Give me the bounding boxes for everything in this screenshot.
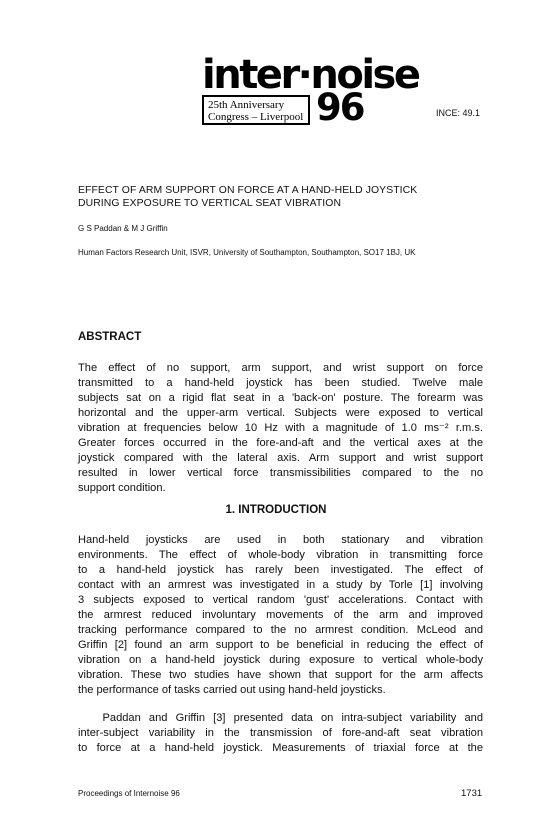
text-line: environments. The effect of whole-body vibration in transmitting force xyxy=(78,549,483,561)
text-line: Greater forces occurred in the fore-and-aft and the vertical axes at the xyxy=(78,437,483,449)
text-line: resulted in lower vertical force transmissibilities compared to the no xyxy=(78,467,483,479)
text-line: The effect of no support, arm support, and wrist support on force xyxy=(78,362,483,374)
text-line: subjects sat on a rigid flat seat in a 'back-on' posture. The forearm was xyxy=(78,392,483,404)
text-line: the performance of tasks carried out using hand-held joysticks. xyxy=(78,684,386,696)
text-line: vibration. These two studies have shown that support for the arm affects xyxy=(78,669,483,681)
text-line: to force at a hand-held joystick. Measurements of triaxial force at the xyxy=(78,742,483,754)
text-line: contact with an armrest was investigated in a study by Torle [1] involving xyxy=(78,579,483,591)
text-line: tracking performance compared to the no armrest condition. McLeod and xyxy=(78,624,483,636)
text-line: 3 subjects exposed to vertical random 'gust' accelerations. Contact with xyxy=(78,594,483,606)
text-line: the armrest reduced involuntary movements of the arm and improved xyxy=(78,609,483,621)
ince-code: INCE: 49.1 xyxy=(436,108,481,118)
abstract-paragraph xyxy=(78,361,483,496)
text-line: vibration on a hand-held joystick during exposure to vertical whole-body xyxy=(78,654,483,666)
introduction-paragraph-2 xyxy=(78,711,483,756)
text-line: transmitted to a hand-held joystick has been studied. Twelve male xyxy=(78,377,483,389)
title-line: DURING EXPOSURE TO VERTICAL SEAT VIBRATION xyxy=(78,198,342,209)
text-line: Griffin [2] found an arm support to be beneficial in reducing the effect of xyxy=(78,639,483,651)
title-line: EFFECT OF ARM SUPPORT ON FORCE AT A HAND-HELD JOYSTICK xyxy=(78,185,418,196)
logo-year: 96 xyxy=(316,86,364,129)
text-line: Paddan and Griffin [3] presented data on intra-subject variability and xyxy=(78,712,483,724)
logo-congress-line: Congress – Liverpool xyxy=(208,111,304,123)
logo-anniversary-line: 25th Anniversary xyxy=(208,99,285,111)
text-line: joystick compared with the lateral axis. Arm support and wrist support xyxy=(78,452,483,464)
introduction-paragraph-1 xyxy=(78,533,483,698)
text-line: horizontal and the upper-arm vertical. Subjects were exposed to vertical xyxy=(78,407,483,419)
authors: G S Paddan & M J Griffin xyxy=(78,224,168,233)
introduction-heading: 1. INTRODUCTION xyxy=(225,504,327,516)
text-line: to a hand-held joystick has rarely been investigated. The effect of xyxy=(78,564,483,576)
text-line: Hand-held joysticks are used in both stationary and vibration xyxy=(78,534,483,546)
proceedings-footer: Proceedings of Internoise 96 xyxy=(78,789,180,798)
text-line: inter-subject variability in the transmission of fore-and-aft seat vibration xyxy=(78,727,483,739)
page-number: 1731 xyxy=(461,788,483,799)
internoise-logo xyxy=(200,52,419,132)
logo-wordmark: inter·noise xyxy=(202,52,419,98)
paper-title xyxy=(78,184,498,210)
affiliation: Human Factors Research Unit, ISVR, University of Southampton, Southampton, SO17 1BJ, UK xyxy=(78,248,416,257)
text-line: vibration at frequencies below 10 Hz with a magnitude of 1.0 ms⁻² r.m.s. xyxy=(78,422,483,434)
text-line: support condition. xyxy=(78,482,166,494)
abstract-heading: ABSTRACT xyxy=(78,331,142,343)
logo-anniversary-box xyxy=(202,95,310,125)
